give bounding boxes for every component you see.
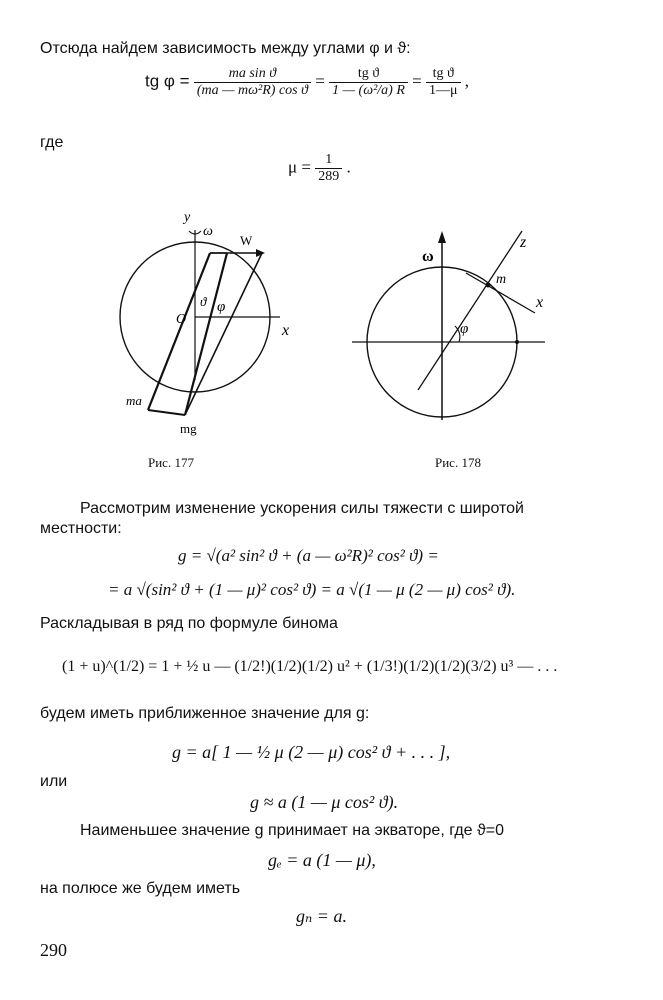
fig177-label-theta: ϑ	[200, 294, 207, 309]
razkl-text: Раскладывая в ряд по формуле бинома	[40, 615, 338, 632]
gde-text: где	[40, 134, 64, 151]
tg-fraction-2	[329, 66, 408, 99]
fig178-label-z: z	[520, 234, 527, 251]
mu-num: 1	[315, 152, 342, 169]
mu-formula	[288, 152, 351, 185]
fig177-label-x: x	[282, 322, 290, 339]
tg-fraction-2-num: tg ϑ	[329, 66, 408, 83]
fig178-point-equator	[515, 340, 519, 344]
figure-177	[110, 205, 310, 440]
g-formula-2: = a √(sin² ϑ + (1 — μ)² cos² ϑ) = a √(1 — μ (2 — μ) cos² ϑ).	[108, 580, 516, 599]
binom-formula: (1 + u)^(1/2) = 1 + ½ u — (1/2!)(1/2)(1/2) u² + (1/3!)(1/2)(1/2)(3/2) u³ — . . .	[62, 658, 558, 675]
tg-formula	[145, 66, 469, 99]
mu-fraction	[315, 152, 342, 185]
tg-end: ,	[464, 71, 469, 91]
fig177-parallel-1	[148, 410, 185, 415]
fig177-ma-vector	[148, 253, 210, 410]
g-formula-1: g = √(a² sin² ϑ + (a — ω²R)² cos² ϑ) =	[178, 546, 439, 565]
fig177-label-w: W	[240, 233, 253, 248]
fig177-label-phi: φ	[217, 299, 226, 315]
fig177-label-o: O	[176, 312, 187, 327]
fig178-omega-arrowhead	[438, 231, 446, 243]
figure-178	[340, 225, 560, 440]
intro-text: Отсюда найдем зависимость между углами φ и ϑ:	[40, 40, 411, 57]
rassm-line-2: местности:	[40, 520, 122, 537]
mu-lhs: μ =	[288, 157, 311, 177]
fig177-label-y: y	[184, 210, 191, 225]
naim-text: Наименьшее значение g принимает на экваторе, где ϑ=0	[80, 822, 504, 839]
g-pole-formula: gₙ = a.	[296, 906, 347, 926]
page-number: 290	[40, 940, 67, 960]
polus-text: на полюсе же будем иметь	[40, 880, 241, 897]
tg-eq-2: =	[315, 71, 325, 91]
tg-fraction-3	[426, 66, 461, 99]
tg-fraction-1-den: (ma — mω²R) cos ϑ	[196, 83, 308, 98]
fig177-parallel-2	[185, 253, 262, 415]
g-approx-2-formula: g ≈ a (1 — μ cos² ϑ).	[250, 792, 399, 812]
tg-fraction-1	[194, 66, 311, 99]
fig177-label-mg: mg	[180, 421, 197, 436]
fig177-label-ma: ma	[126, 393, 142, 408]
fig178-label-x: x	[536, 294, 544, 311]
tg-fraction-1-num: ma sin ϑ	[194, 66, 311, 83]
mu-den: 289	[318, 169, 340, 184]
fig177-label-omega: ω	[203, 224, 213, 239]
budem-text: будем иметь приближенное значение для g:	[40, 705, 370, 722]
fig178-label-omega: ω	[422, 248, 434, 265]
fig177-caption: Рис. 177	[148, 455, 194, 470]
fig178-point-m	[486, 283, 491, 288]
mu-end: .	[346, 157, 351, 177]
fig178-label-m: m	[496, 272, 507, 287]
ili-text: или	[40, 773, 68, 790]
tg-eq-3: =	[412, 71, 422, 91]
tg-lhs: tg φ =	[145, 71, 190, 91]
fig178-label-phi: φ	[460, 321, 469, 337]
tg-fraction-3-den: 1—μ	[428, 83, 458, 98]
g-equator-formula: gₑ = a (1 — μ),	[268, 850, 376, 870]
tg-fraction-3-num: tg ϑ	[426, 66, 461, 83]
tg-fraction-2-den: 1 — (ω²/a) R	[332, 83, 405, 98]
rassm-line-1: Рассмотрим изменение ускорения силы тяжести с широтой	[80, 500, 524, 517]
fig178-caption: Рис. 178	[435, 455, 481, 470]
g-approx-formula: g = a[ 1 — ½ μ (2 — μ) cos² ϑ + . . . ],	[172, 742, 451, 762]
